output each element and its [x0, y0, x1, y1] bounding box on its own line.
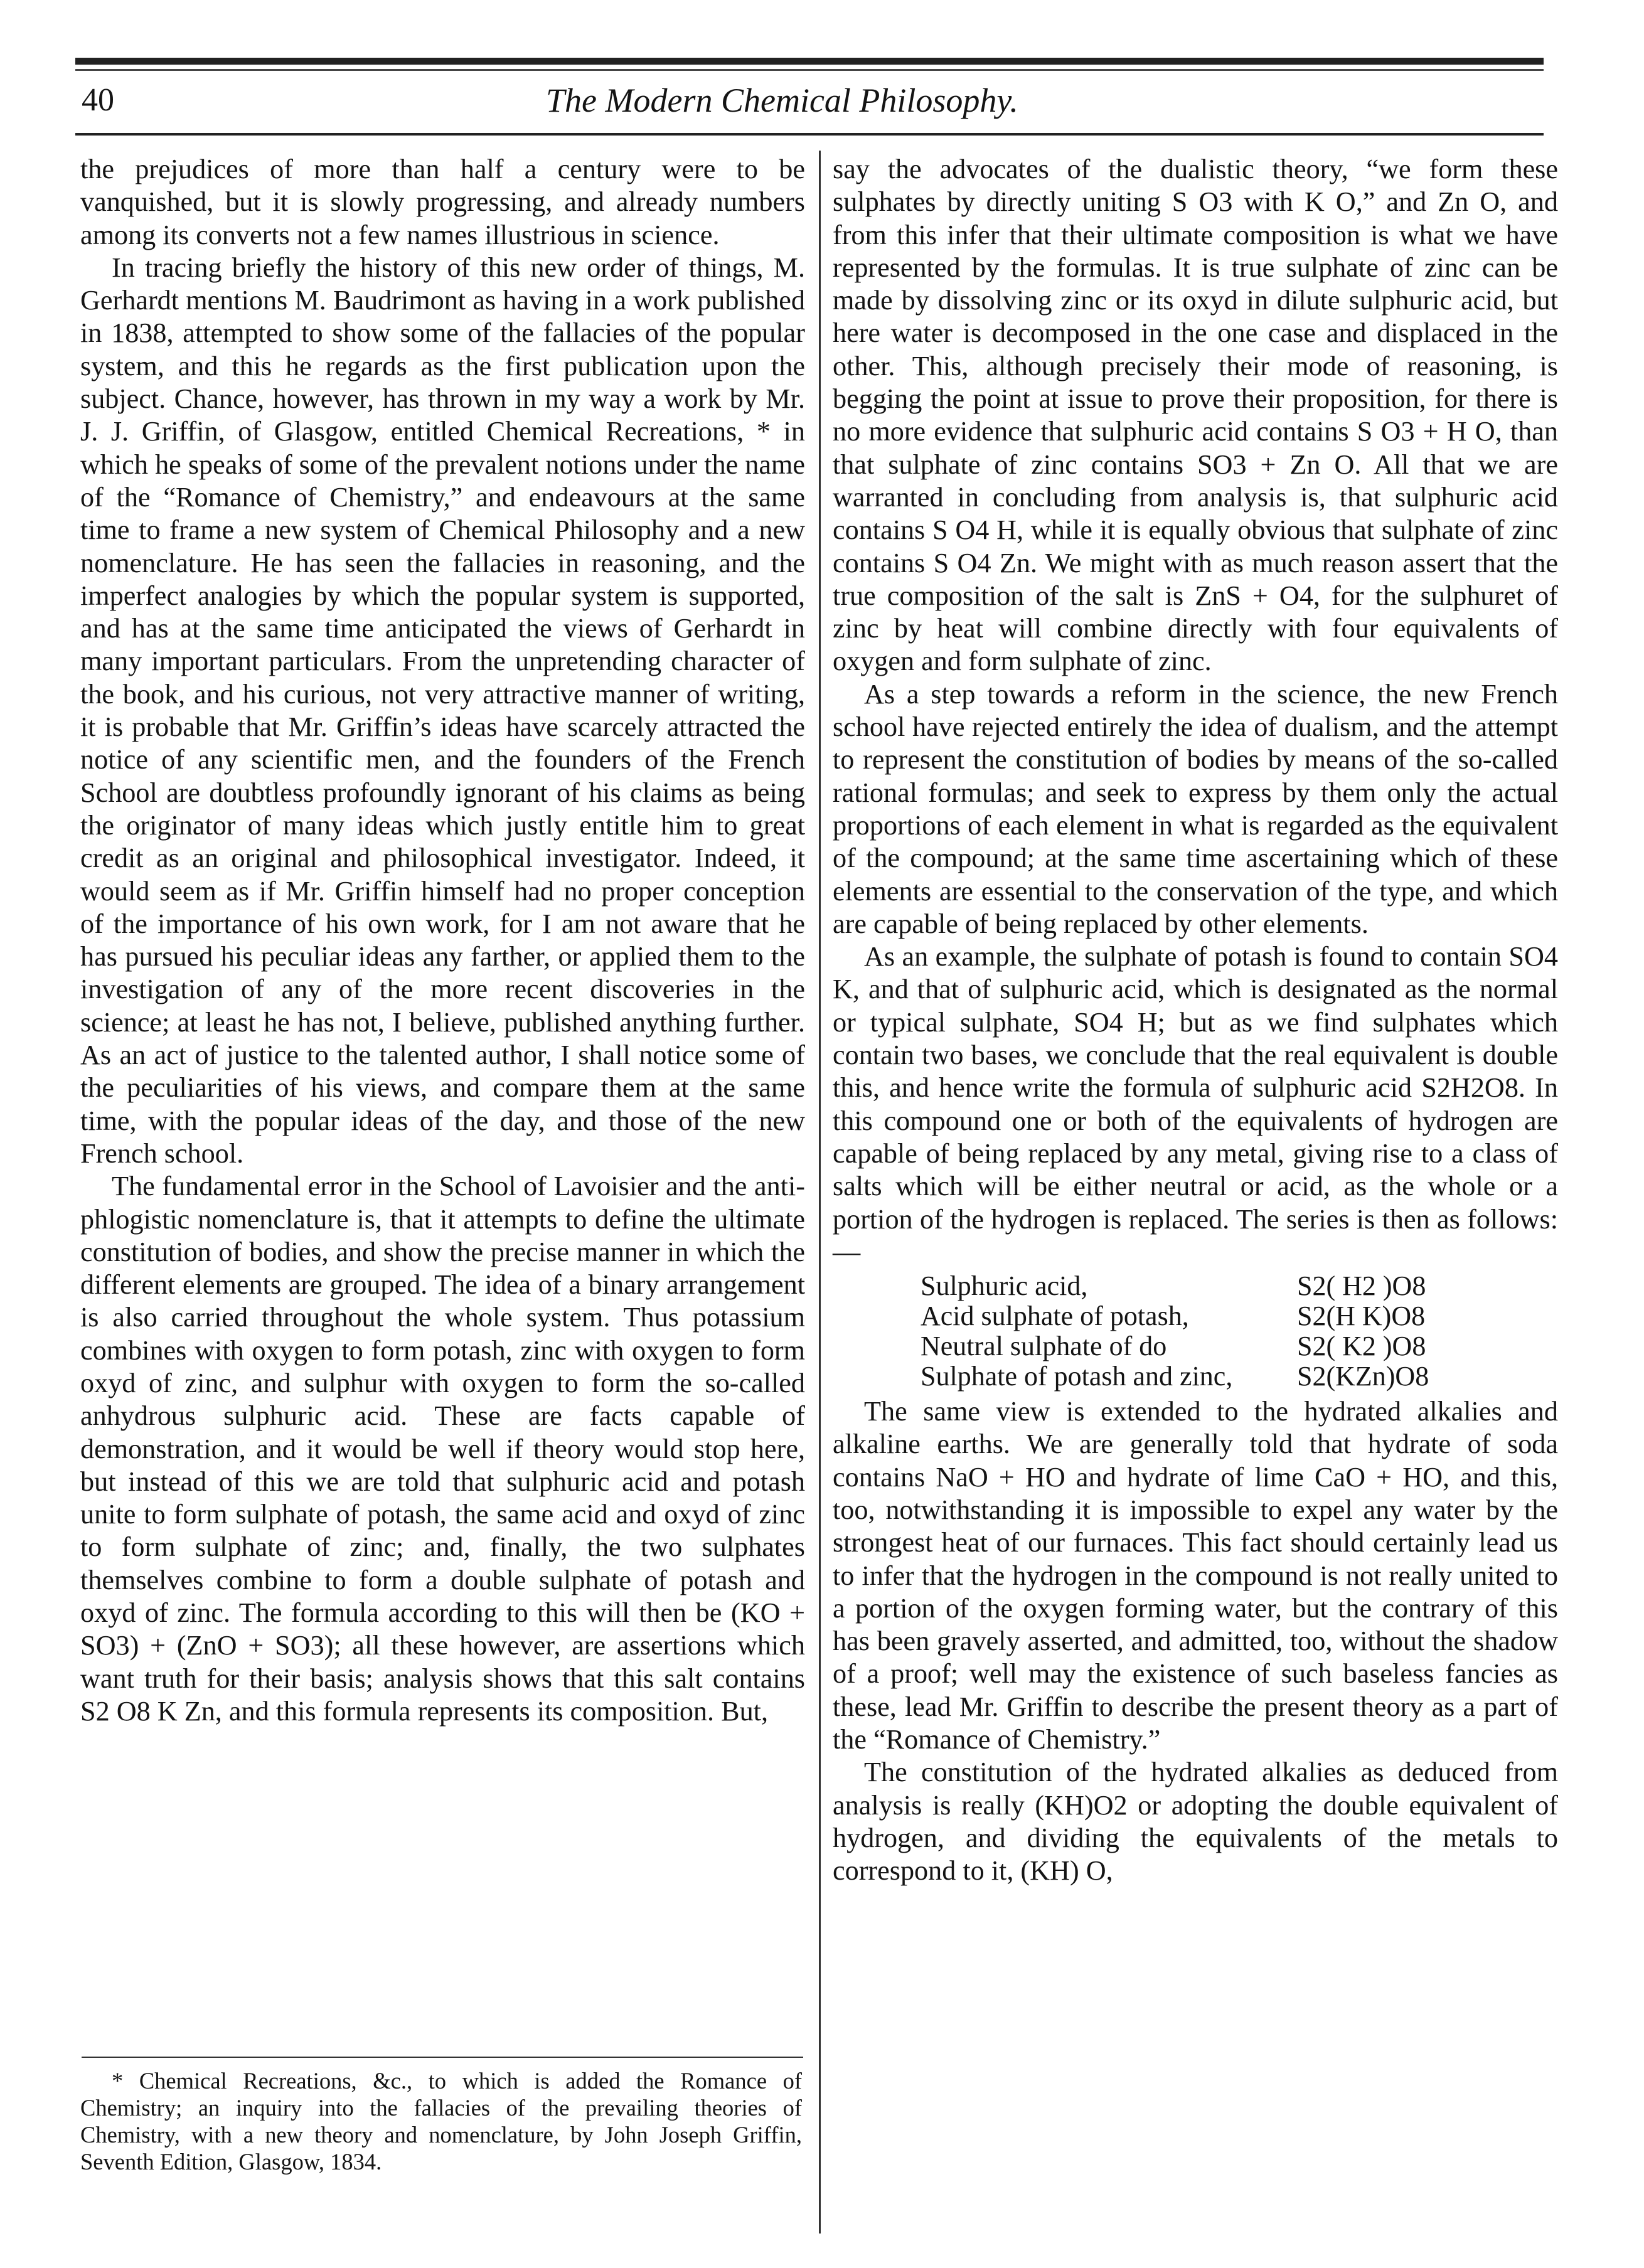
series-formula: S2(H K)O8 — [1297, 1301, 1426, 1332]
sulphate-series — [921, 1271, 1558, 1392]
series-name: Acid sulphate of potash, — [921, 1301, 1189, 1332]
footnote: * Chemical Recreations, &c., to which is added the Romance of Chemistry; an inquiry into the fallacies of the prevailing theories of Chemistry, with a new theory and nomenclature, by John Joseph Griffin, Seventh Edition, Glasgow, 1834. — [80, 2068, 802, 2175]
series-row — [921, 1361, 1558, 1392]
paragraph: As a step towards a reform in the science, the new French school have rejected entirely the idea of dualism, and the attempt to represent the constitution of bodies by means of the so-called rational formulas; and seek to express by them only the actual proportions of each element in what is regarded as the equivalent of the compound; at the same time ascertaining which of these elements are essential to the conservation of the type, and which are capable of being replaced by other elements. — [833, 678, 1558, 939]
left-column — [80, 153, 805, 1728]
series-formula: S2(KZn)O8 — [1297, 1361, 1429, 1392]
series-row — [921, 1331, 1558, 1361]
header-underline — [75, 133, 1544, 136]
series-name: Sulphuric acid, — [921, 1270, 1088, 1302]
header-rule-thin — [75, 69, 1544, 71]
paragraph: As an example, the sulphate of potash is found to contain SO4 K, and that of sulphuric acid, which is designated as the normal or typical sulphate, SO4 H; but as we find sulphates which contain two bases, we conclude that the real equivalent is double this, and hence write the formula of sulphuric acid S2H2O8. In this compound one or both of the equivalents of hydrogen are capable of being replaced by any metal, giving rise to a class of salts which will be either neutral or acid, as the whole or a portion of the hydrogen is replaced. The series is then as follows:— — [833, 941, 1558, 1267]
paragraph: The fundamental error in the School of Lavoisier and the anti-phlogistic nomenclature is, that it attempts to define the ultimate constitution of bodies, and show the precise manner in which the different elements are grouped. The idea of a binary arrangement is also carried throughout the whole system. Thus potassium combines with oxygen to form potash, zinc with oxygen to form oxyd of zinc, and sulphur with oxygen to form the so-called anhydrous sulphuric acid. These are facts capable of demonstration, and it would be well if theory would stop here, but instead of this we are told that sulphuric acid and potash unite to form sulphate of potash, the same acid and oxyd of zinc to form sulphate of zinc; and, finally, the two sulphates themselves combine to form a double sulphate of potash and oxyd of zinc. The formula according to this will then be (KO + SO3) + (ZnO + SO3); all these however, are assertions which want truth for their basis; analysis shows that this salt contains S2 O8 K Zn, and this formula represents its composition. But, — [80, 1171, 805, 1727]
series-formula: S2( H2 )O8 — [1297, 1270, 1426, 1302]
series-name: Sulphate of potash and zinc, — [921, 1361, 1233, 1392]
paragraph: The same view is extended to the hydrated alkalies and alkaline earths. We are generally told that hydrate of soda contains NaO + HO and hydrate of lime CaO + HO, and this, too, notwithstanding it is impossible to expel any water by the strongest heat of our furnaces. This fact should certainly lead us to infer that the hydrogen in the compound is not really united to a portion of the oxygen forming water, but the contrary of this has been gravely asserted, and admitted, too, without the shadow of a proof; well may the existence of such baseless fancies as these, lead Mr. Griffin to describe the present theory as a part of the “Romance of Chemistry.” — [833, 1396, 1558, 1755]
paragraph: The constitution of the hydrated alkalies as deduced from analysis is really (KH)O2 or adopting the double equivalent of hydrogen, and dividing the equivalents of the metals to correspond to it, (KH) O, — [833, 1757, 1558, 1887]
right-column — [833, 153, 1558, 1888]
series-row — [921, 1301, 1558, 1331]
series-name: Neutral sulphate of do — [921, 1331, 1167, 1362]
column-divider — [819, 151, 821, 2233]
header-rule-thick — [75, 58, 1544, 65]
running-title: The Modern Chemical Philosophy. — [546, 82, 1018, 119]
paragraph: In tracing briefly the history of this new order of things, M. Gerhardt mentions M. Baudrimont as having in a work published in 1838, attempted to show some of the fallacies of the popular system, and this he regards as the first publication upon the subject. Chance, however, has thrown in my way a work by Mr. J. J. Griffin, of Glasgow, entitled Chemical Recreations, * in which he speaks of some of the prevalent notions under the name of the “Romance of Chemistry,” and endeavours at the same time to frame a new system of Chemical Philosophy and a new nomenclature. He has seen the fallacies in reasoning, and the imperfect analogies by which the popular system is supported, and has at the same time anticipated the views of Gerhardt in many important particulars. From the unpretending character of the book, and his curious, not very attractive manner of writing, it is probable that Mr. Griffin’s ideas have scarcely attracted the notice of any scientific men, and the founders of the French School are doubtless profoundly ignorant of his claims as being the originator of many ideas which justly entitle him to great credit as an original and philosophical investigator. Indeed, it would seem as if Mr. Griffin himself had no proper conception of the importance of his own work, for I am not aware that he has pursued his peculiar ideas any farther, or applied them to the investigation of any of the more recent discoveries in the science; at least he has not, I believe, published anything further. As an act of justice to the talented author, I shall notice some of the peculiarities of his views, and compare them at the same time, with the popular ideas of the day, and those of the new French school. — [80, 252, 805, 1169]
paragraph: the prejudices of more than half a century were to be vanquished, but it is slowly progressing, and already numbers among its converts not a few names illustrious in science. — [80, 154, 805, 250]
footnote-rule — [82, 2057, 803, 2058]
page-number: 40 — [82, 82, 114, 118]
paragraph: say the advocates of the dualistic theory, “we form these sulphates by directly uniting S O3 with K O,” and Zn O, and from this infer that their ultimate composition is what we have represented by the formulas. It is true sulphate of zinc can be made by dissolving zinc or its oxyd in dilute sulphuric acid, but here water is decomposed in the one case and displaced in the other. This, although precisely their mode of reasoning, is begging the point at issue to prove their proposition, for there is no more evidence that sulphuric acid contains S O3 + H O, than that sulphate of zinc contains SO3 + Zn O. All that we are warranted in concluding from analysis is, that sulphuric acid contains S O4 H, while it is equally obvious that sulphate of zinc contains S O4 Zn. We might with as much reason assert that the true composition of the salt is ZnS + O4, for the sulphuret of zinc by heat will combine directly with four equivalents of oxygen and form sulphate of zinc. — [833, 154, 1558, 677]
series-formula: S2( K2 )O8 — [1297, 1331, 1426, 1362]
series-row — [921, 1271, 1558, 1301]
